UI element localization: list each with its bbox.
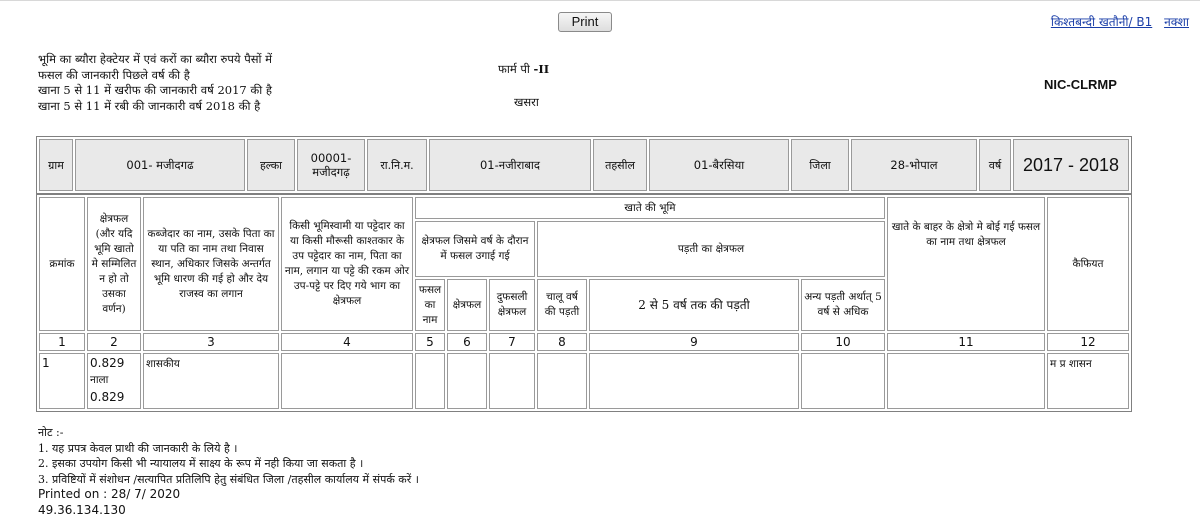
note-item: 2. इसका उपयोग किसी भी न्यायालय में साक्ष्य के रूप में नही किया जा सकता है । bbox=[38, 457, 364, 470]
info-line: खाना 5 से 11 में खरीफ की जानकारी वर्ष 2017 की है bbox=[38, 83, 272, 97]
info-line: भूमि का ब्यौरा हेक्टेयर में एवं करों का ब्यौरा रुपये पैसों में bbox=[38, 52, 273, 66]
halka-value: 00001- मजीदगढ़ bbox=[297, 139, 365, 191]
col-number: 1 bbox=[39, 333, 85, 351]
info-line: खाना 5 से 11 में रबी की जानकारी वर्ष 2018 की है bbox=[38, 98, 261, 113]
col-header-uppattedar: किसी भूमिस्वामी या पट्टेदार का या किसी मौरूसी काश्तकार के उप पट्टेदार का नाम, पिता का नाम, लगान या पट्टे की रकम ओर उप-पट्टे पर दिए गये भाग का क्षेत्रफल bbox=[281, 197, 413, 331]
col-number: 5 bbox=[415, 333, 445, 351]
ip-address: 49.36.134.130 bbox=[38, 502, 126, 517]
print-button[interactable]: Print bbox=[558, 12, 612, 32]
location-header-table bbox=[36, 136, 1132, 194]
top-divider bbox=[0, 0, 1200, 1]
col-header-kaifiyat: कैफियत bbox=[1047, 197, 1129, 331]
col-number: 2 bbox=[87, 333, 141, 351]
cell-anya-padti bbox=[801, 353, 885, 409]
zila-value: 28-भोपाल bbox=[851, 139, 977, 191]
col-header-anya-padti: अन्य पड़ती अर्थात् 5 वर्ष से अधिक bbox=[801, 279, 885, 331]
cell-kshetrafal bbox=[447, 353, 487, 409]
col-number: 10 bbox=[801, 333, 885, 351]
top-links bbox=[1043, 13, 1189, 30]
column-number-row bbox=[39, 333, 1129, 351]
col-header-bahar-fasal: खाते के बाहर के क्षेत्रो मे बोई गई फसल का नाम तथा क्षेत्रफल bbox=[887, 197, 1045, 331]
col-number: 4 bbox=[281, 333, 413, 351]
khasra-table bbox=[36, 194, 1132, 412]
tehsil-value: 01-बैरसिया bbox=[649, 139, 789, 191]
naksha-link[interactable]: नक्शा bbox=[1164, 15, 1189, 29]
form-title-prefix: फार्म पी bbox=[498, 62, 534, 76]
form-subtitle: खसरा bbox=[514, 95, 539, 109]
col-number: 9 bbox=[589, 333, 799, 351]
cell-area bbox=[87, 353, 141, 409]
cell-kabjedar bbox=[143, 353, 279, 409]
note-item: 1. यह प्रपत्र केवल प्राथी की जानकारी के लिये है । bbox=[38, 441, 238, 455]
col-number: 11 bbox=[887, 333, 1045, 351]
col-number: 8 bbox=[537, 333, 587, 351]
col-number: 12 bbox=[1047, 333, 1129, 351]
rnm-label: रा.नि.म. bbox=[367, 139, 427, 191]
col-header-kabjedar: कब्जेदार का नाम, उसके पिता का या पति का नाम तथा निवास स्थान, अधिकार जिसके अन्तर्गत भूमि धारण की गई हो और देय राजस्व का लगान bbox=[143, 197, 279, 331]
table-row bbox=[39, 353, 1129, 409]
notes-heading: नोट :- bbox=[38, 426, 64, 439]
kabjedar-name: शासकीय bbox=[146, 358, 180, 370]
cell-kaifiyat bbox=[1047, 353, 1129, 409]
cell-dufasli bbox=[489, 353, 535, 409]
rnm-value: 01-नजीराबाद bbox=[429, 139, 591, 191]
halka-label: हल्का bbox=[247, 139, 295, 191]
col-header-fasal-naam: फसल का नाम bbox=[415, 279, 445, 331]
col-header-area: क्षेत्रफल (और यदि भूमि खातो मे सम्मिलित न हो तो उसका वर्णन) bbox=[87, 197, 141, 331]
zila-label: जिला bbox=[791, 139, 849, 191]
gram-label: ग्राम bbox=[39, 139, 73, 191]
info-line: फसल की जानकारी पिछले वर्ष की है bbox=[38, 67, 190, 82]
cell-chalu-padti bbox=[537, 353, 587, 409]
cell-kramank: 1 bbox=[39, 353, 85, 409]
area-value-2: 0.829 bbox=[90, 390, 125, 404]
kishtbandi-khatauni-link[interactable]: किश्तबन्दी खतौनी/ B1 bbox=[1050, 15, 1153, 29]
area-value: 0.829 bbox=[90, 356, 125, 370]
area-description: नाला bbox=[90, 374, 109, 386]
tehsil-label: तहसील bbox=[593, 139, 647, 191]
varsh-value: 2017 - 2018 bbox=[1013, 139, 1129, 191]
form-title bbox=[498, 62, 549, 77]
col-header-2-5-padti: 2 से 5 वर्ष तक की पड़ती bbox=[589, 279, 799, 331]
col-number: 6 bbox=[447, 333, 487, 351]
cell-uppattedar bbox=[281, 353, 413, 409]
gram-value: 001- मजीदगढ bbox=[75, 139, 245, 191]
col-number: 7 bbox=[489, 333, 535, 351]
col-header-fasal-group: क्षेत्रफल जिसमे वर्ष के दौरान में फसल उगाई गई bbox=[415, 221, 535, 277]
cell-fasal-naam bbox=[415, 353, 445, 409]
printed-on: Printed on : 28/ 7/ 2020 bbox=[38, 487, 181, 501]
col-header-kramank: क्रमांक bbox=[39, 197, 85, 331]
org-label: NIC-CLRMP bbox=[1044, 77, 1117, 92]
col-header-chalu-padti: चालू वर्ष की पड़ती bbox=[537, 279, 587, 331]
varsh-label: वर्ष bbox=[979, 139, 1011, 191]
col-header-kshetrafal: क्षेत्रफल bbox=[447, 279, 487, 331]
col-header-dufasli: दुफसली क्षेत्रफल bbox=[489, 279, 535, 331]
cell-bahar-fasal bbox=[887, 353, 1045, 409]
info-text bbox=[38, 52, 272, 114]
note-item: 3. प्रविष्टियों में संशोधन /सत्यापित प्रतिलिपि हेतु संबंधित जिला /तहसील कार्यालय में संपर्क करें । bbox=[38, 472, 419, 486]
cell-2-5-padti bbox=[589, 353, 799, 409]
col-header-padti-group: पड़ती का क्षेत्रफल bbox=[537, 221, 885, 277]
col-number: 3 bbox=[143, 333, 279, 351]
notes-section bbox=[38, 425, 419, 518]
col-header-khate-ki-bhumi: खाते की भूमि bbox=[415, 197, 885, 219]
kaifiyat-text: म प्र शासन bbox=[1050, 358, 1092, 370]
form-title-number: -II bbox=[533, 62, 550, 76]
